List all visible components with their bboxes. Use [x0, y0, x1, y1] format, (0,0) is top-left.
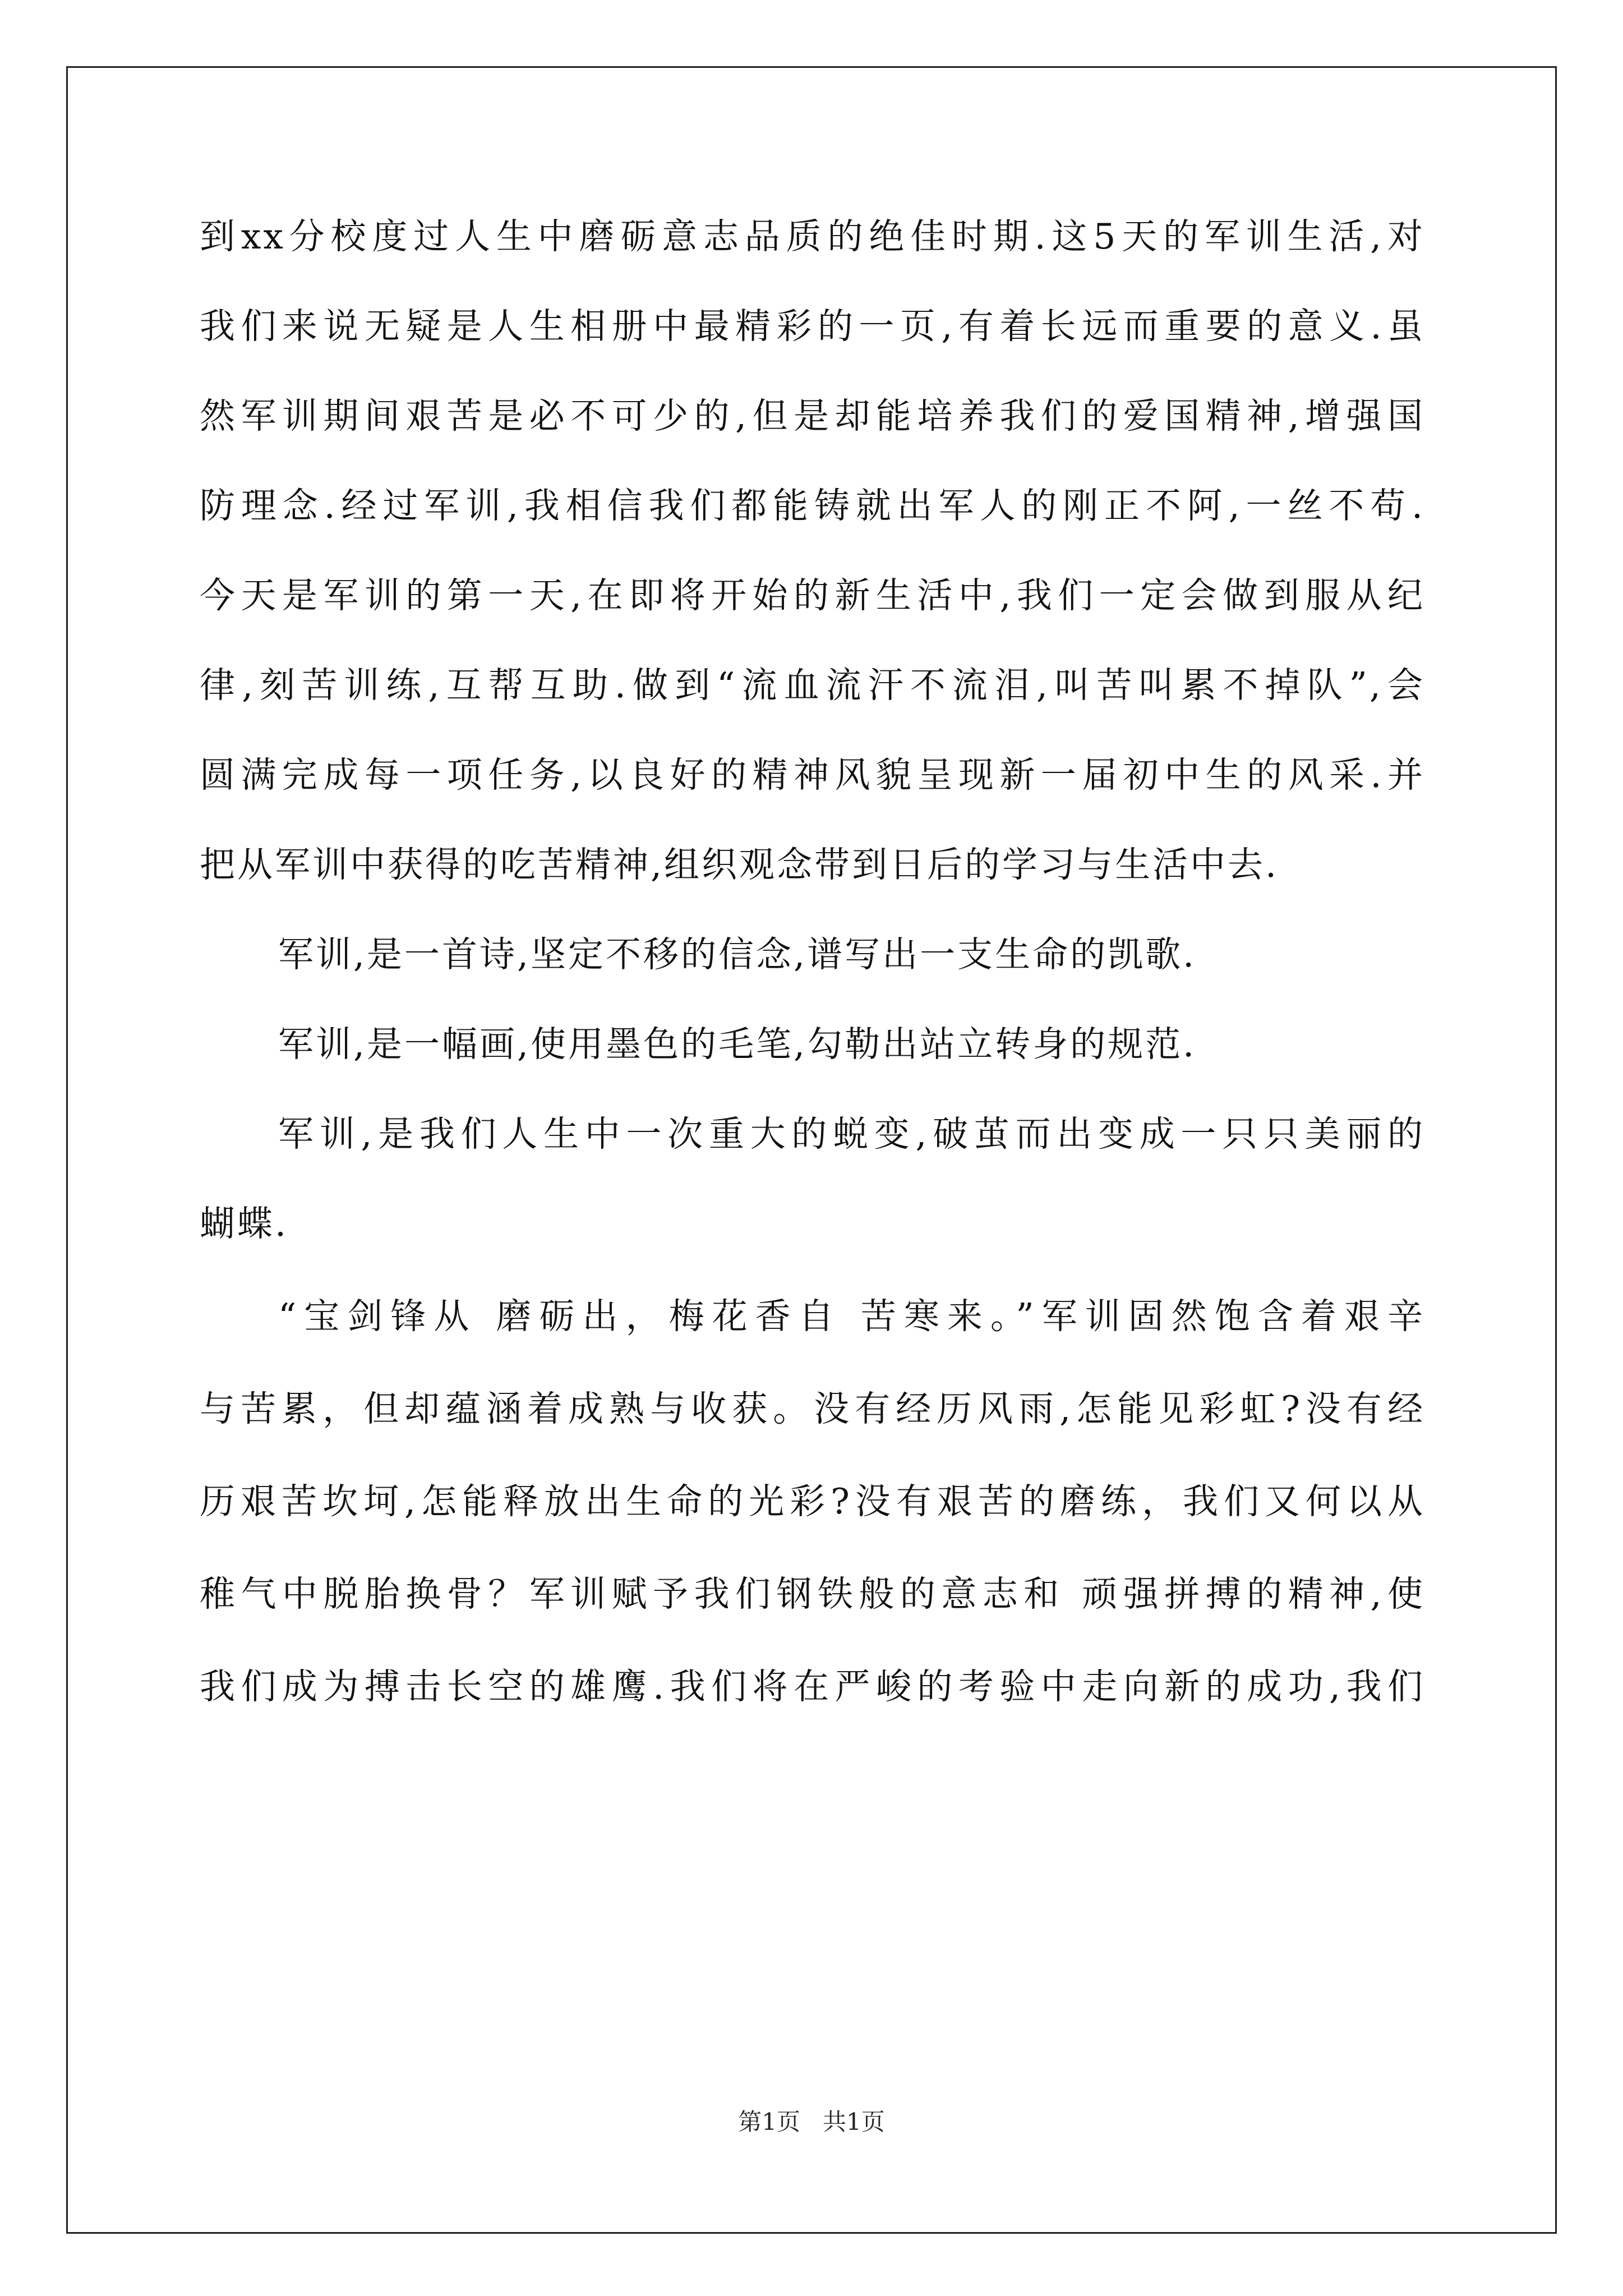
text-line: 我们来说无疑是人生相册中最精彩的一页,有着长远而重要的意义.虽	[200, 306, 1425, 347]
text-line: 防理念.经过军训,我相信我们都能铸就出军人的刚正不阿,一丝不苟.	[200, 485, 1425, 526]
text-line: 把从军训中获得的吃苦精神,组织观念带到日后的学习与生活中去.	[200, 844, 1279, 885]
paragraph-line: 军训,是一幅画,使用墨色的毛笔,勾勒出站立转身的规范.	[278, 1024, 1197, 1065]
paragraph-line: 军训,是我们人生中一次重大的蜕变,破茧而出变成一只只美丽的	[278, 1114, 1425, 1154]
text-line: 蝴蝶.	[200, 1203, 289, 1244]
text-line: 律,刻苦训练,互帮互助.做到“流血流汗不流泪,叫苦叫累不掉队”,会	[200, 665, 1425, 706]
text-line: 与苦累，但却蕴涵着成熟与收获。没有经历风雨,怎能见彩虹?没有经	[200, 1388, 1425, 1429]
page-number-footer: 第1页 共1页	[738, 2108, 885, 2136]
text-line: 今天是军训的第一天,在即将开始的新生活中,我们一定会做到服从纪	[200, 575, 1425, 616]
text-line: 我们成为搏击长空的雄鹰.我们将在严峻的考验中走向新的成功,我们	[200, 1666, 1425, 1707]
paragraph-line: 军训,是一首诗,坚定不移的信念,谱写出一支生命的凯歌.	[278, 934, 1197, 975]
text-line: 到xx分校度过人生中磨砺意志品质的绝佳时期.这5天的军训生活,对	[200, 216, 1425, 257]
paragraph-line: “宝剑锋从 磨砺出，梅花香自 苦寒来。”军训固然饱含着艰辛	[278, 1296, 1425, 1337]
text-line: 稚气中脱胎换骨？军训赋予我们钢铁般的意志和 顽强拼搏的精神,使	[200, 1573, 1425, 1614]
text-line: 然军训期间艰苦是必不可少的,但是却能培养我们的爱国精神,增强国	[200, 395, 1425, 436]
text-line: 历艰苦坎坷,怎能释放出生命的光彩?没有艰苦的磨练，我们又何以从	[200, 1481, 1425, 1522]
text-line: 圆满完成每一项任务,以良好的精神风貌呈现新一届初中生的风采.并	[200, 754, 1425, 795]
